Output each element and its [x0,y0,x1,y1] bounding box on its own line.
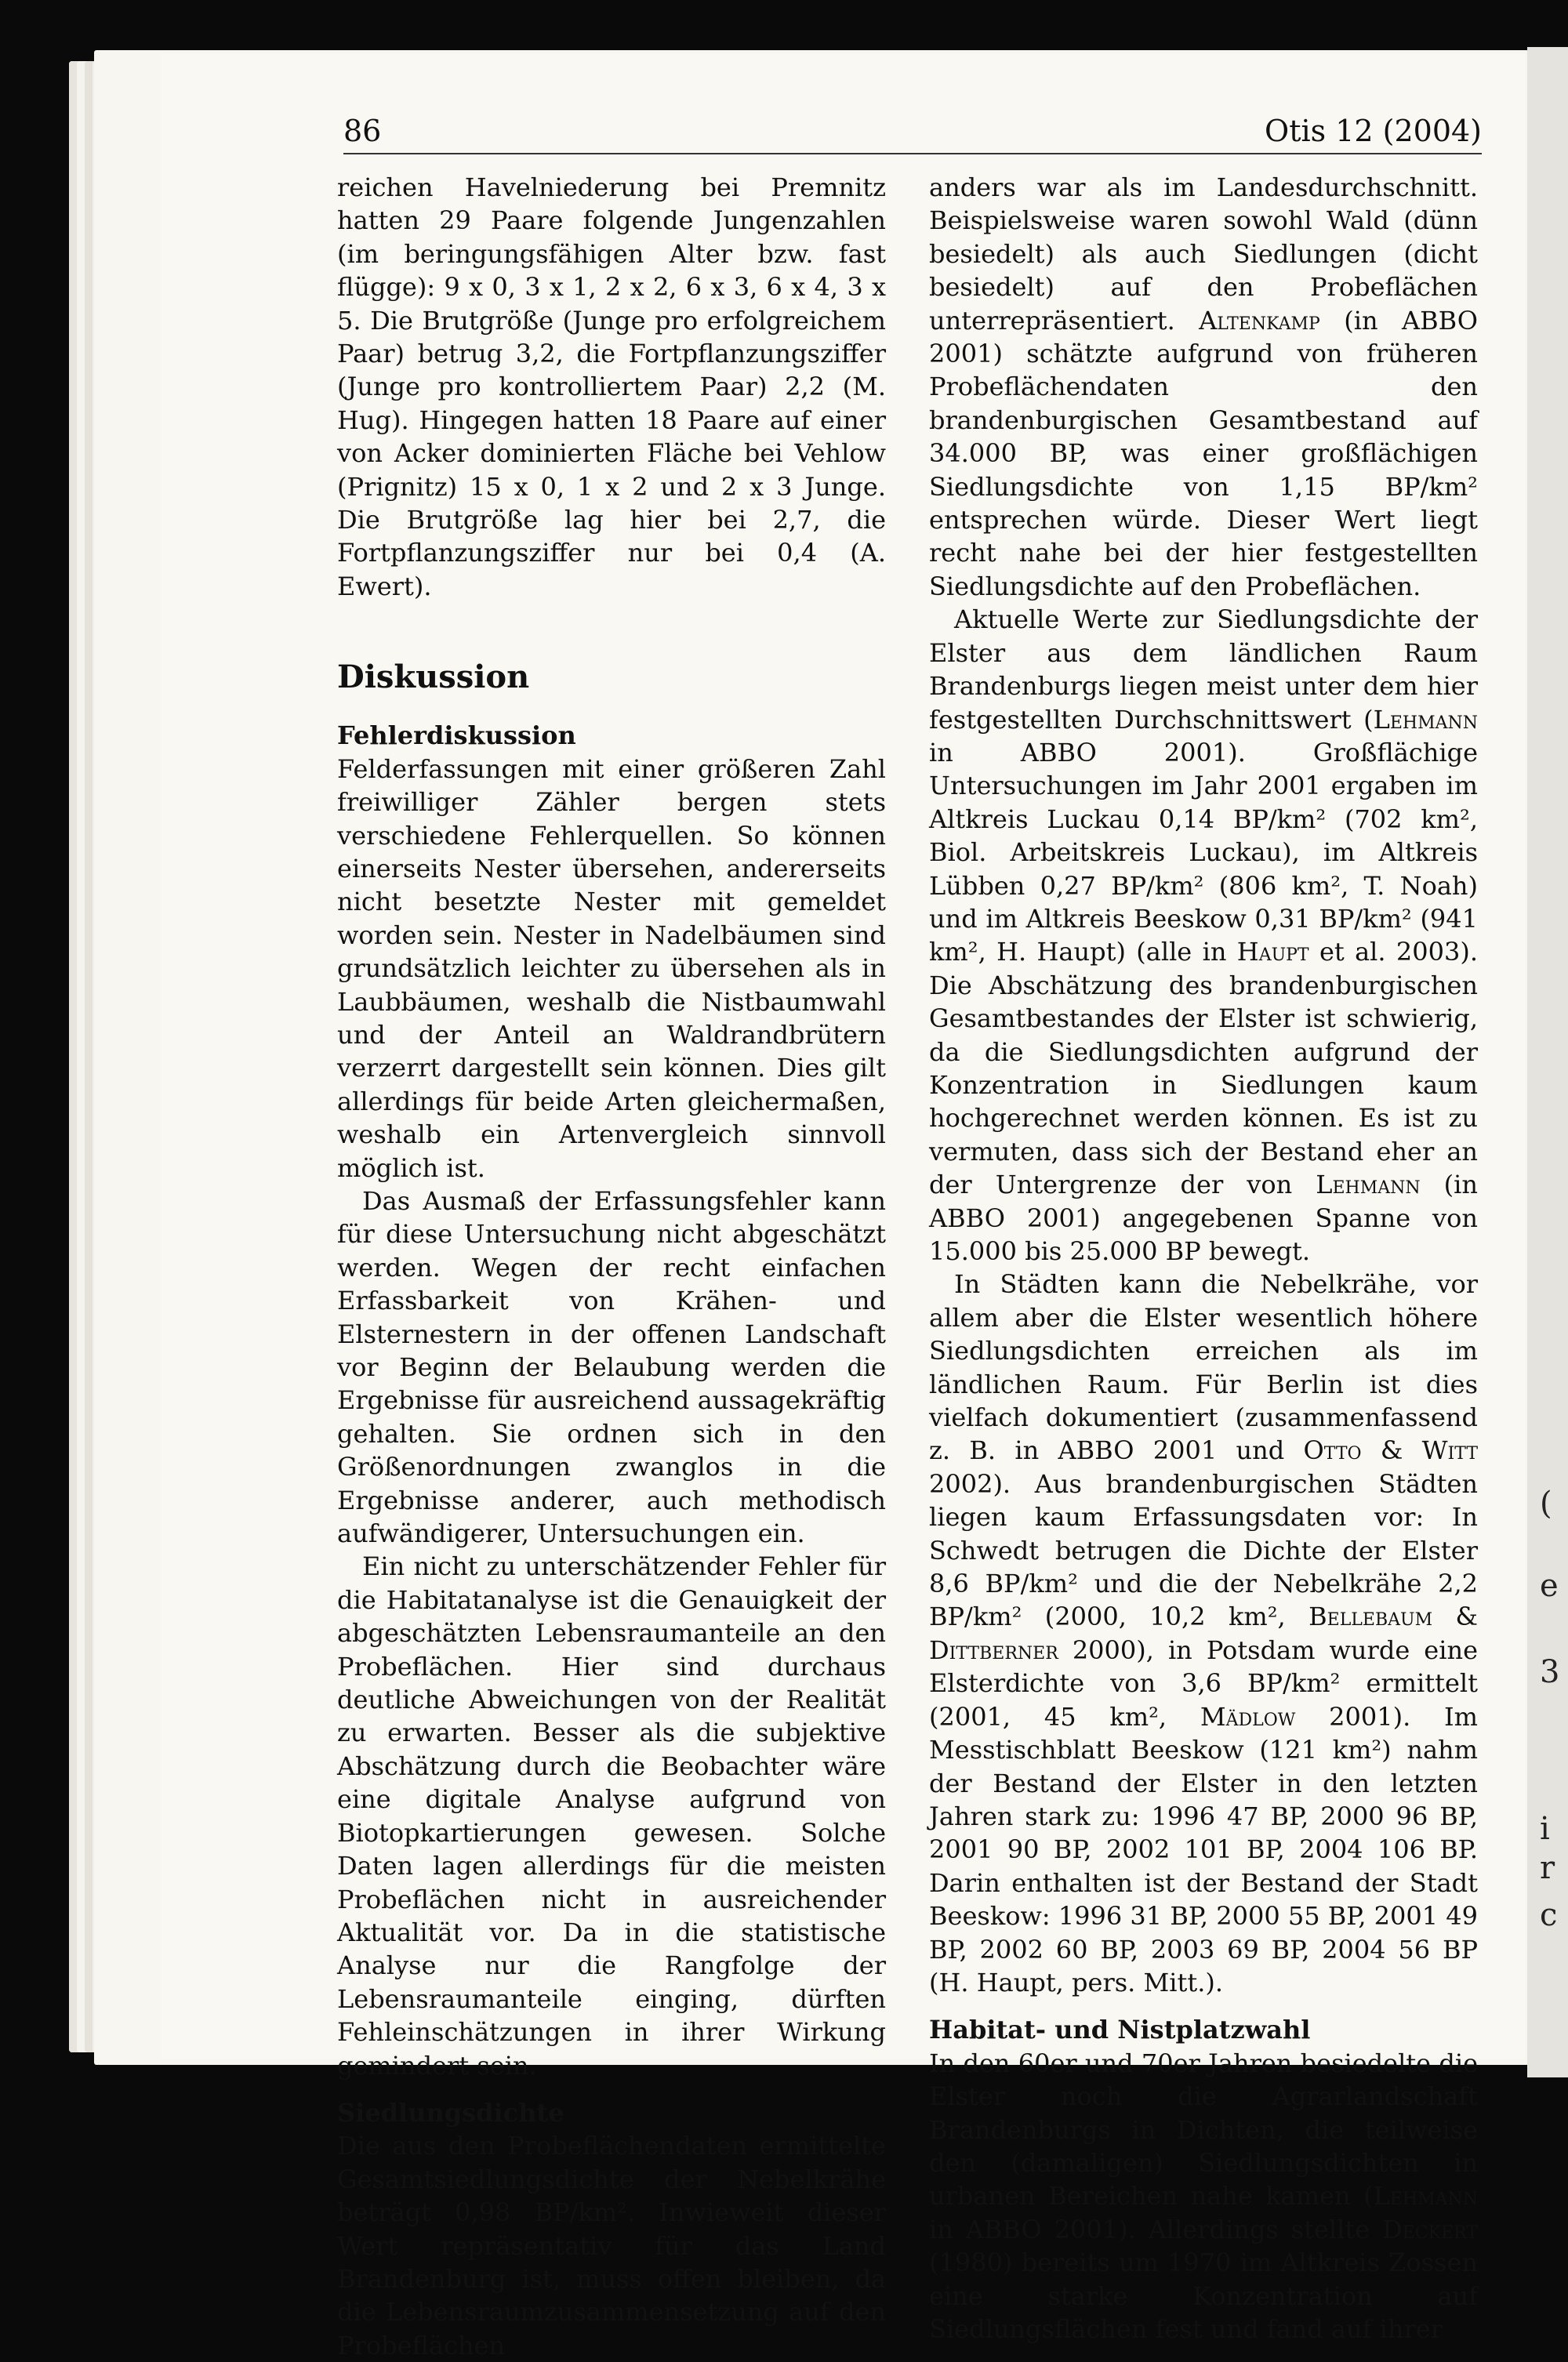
sub-heading: Siedlungsdichte [337,2097,564,2128]
page-number: 86 [343,114,382,148]
intro-paragraph: reichen Havelniederung bei Premnitz hatten 29 Paare folgende Jungenzahlen (im beringungsfähigen Alter bzw. fast flügge): 9 x 0, 3 x 1, 2 x 2, 6 x 3, 6 x 4, 3 x 5. Die Brutgröße (Junge pro erfolgreichem Paar) betrug 3,2, die Fortpflanzungsziffer (Junge pro kontrolliertem Paar) 2,2 (M. Hug). Hingegen hatten 18 Paare auf einer von Acker dominierten Fläche bei Vehlow (Prignitz) 15 x 0, 1 x 2 und 2 x 3 Junge. Die Brutgröße lag hier bei 2,7, die Fortpflanzungsziffer nur bei 0,4 (A. Ewert). [337,172,886,601]
next-page-char: r [1540,1850,1555,1886]
author-citation: Bellebaum & Dittberner [929,1602,1478,1665]
author-citation: Otto & Witt [1303,1435,1478,1466]
journal-title: Otis 12 (2004) [1265,114,1482,148]
paragraph: Das Ausmaß der Erfassungsfehler kann für diese Untersuchung nicht abgeschätzt werden. Wegen der recht einfachen Erfassbarkeit von Krähen- und Elsternestern in der offenen Landschaft vor Beginn der Belaubung werden die Ergebnisse für ausreichend aussagekräftig gehalten. Sie ordnen sich in den Größenordnungen zwanglos in die Ergebnisse anderer, auch methodisch aufwändigerer, Untersuchungen ein. [337,1185,886,1549]
sub-heading: Habitat- und Nistplatzwahl [929,2015,1311,2045]
next-page-char: e [1540,1568,1559,1604]
author-citation: Deckert [1382,2214,1478,2244]
paragraph: Felderfassungen mit einer größeren Zahl freiwilliger Zähler bergen stets verschiedene Fehlerquellen. So können einerseits Nester übersehen, andererseits nicht besetzte Nester mit gemeldet worden sein. Nester in Nadelbäumen sind grundsätzlich leichter zu übersehen als in Laubbäumen, weshalb die Nistbaumwahl und der Anteil an Waldrandbrütern verzerrt dargestellt sein können. Dies gilt allerdings für beide Arten gleichermaßen, weshalb ein Artenvergleich sinnvoll möglich ist. [337,753,886,1183]
paragraph: In Städten kann die Nebelkrähe, vor allem aber die Elster wesentlich höhere Siedlungsdichten erreichen als im ländlichen Raum. Für Berlin ist dies vielfach dokumentiert (zusammenfassend z. B. in ABBO 2001 und Otto & Witt 2002). Aus brandenburgischen Städten liegen kaum Erfassungsdaten vor: In Schwedt betrugen die Dichte der Elster 8,6 BP/km² und die der Nebelkrähe 2,2 BP/km² (2000, 10,2 km², Bellebaum & Dittberner 2000), in Potsdam wurde eine Elsterdichte von 3,6 BP/km² ermittelt (2001, 45 km², Mädlow 2001). Im Messtischblatt Beeskow (121 km²) nahm der Bestand der Elster in den letzten Jahren stark zu: 1996 47 BP, 2000 96 BP, 2001 90 BP, 2002 101 BP, 2004 106 BP. Darin enthalten ist der Bestand der Stadt Beeskow: 1996 31 BP, 2000 55 BP, 2001 49 BP, 2002 60 BP, 2003 69 BP, 2004 56 BP (H. Haupt, pers. Mitt.). [929,1269,1479,1997]
section-heading: Diskussion [337,659,530,696]
page-header [343,114,1482,154]
sub-heading: Fehlerdiskussion [337,720,576,751]
author-citation: Lehmann [1373,2181,1478,2211]
next-page-char: ( [1540,1486,1552,1522]
paragraph: anders war als im Landesdurchschnitt. Beispielsweise waren sowohl Wald (dünn besiedelt) als auch Siedlungen (dicht besiedelt) auf den Probeflächen unterrepräsentiert. Altenkamp (in ABBO 2001) schätzte aufgrund von früheren Probeflächendaten den brandenburgischen Gesamtbestand auf 34.000 BP, was einer großflächigen Siedlungsdichte von 1,15 BP/km² entsprechen würde. Dieser Wert liegt recht nahe bei der hier festgestellten Siedlungsdichte auf den Probeflächen. [929,172,1479,601]
next-page-char: i [1540,1811,1550,1847]
paragraph: Aktuelle Werte zur Siedlungsdichte der Elster aus dem ländlichen Raum Brandenburgs liegen meist unter dem hier festgestellten Durchschnittswert (Lehmann in ABBO 2001). Großflächige Untersuchungen im Jahr 2001 ergaben im Altkreis Luckau 0,14 BP/km² (702 km², Biol. Arbeitskreis Luckau), im Altkreis Lübben 0,27 BP/km² (806 km², T. Noah) und im Altkreis Beeskow 0,31 BP/km² (941 km², H. Haupt) (alle in Haupt et al. 2003). Die Abschätzung des brandenburgischen Gesamtbestandes der Elster ist schwierig, da die Siedlungsdichten aufgrund der Konzentration in Siedlungen kaum hochgerechnet werden können. Es ist zu vermuten, dass sich der Bestand eher an der Untergrenze der von Lehmann (in ABBO 2001) angegebenen Spanne von 15.000 bis 25.000 BP bewegt. [929,604,1479,1266]
author-citation: Altenkamp [1199,305,1320,336]
author-citation: Lehmann [1373,704,1478,735]
next-page-char: c [1540,1897,1558,1933]
author-citation: Haupt [1236,937,1309,967]
next-page-char: 3 [1540,1654,1560,1690]
left-column [337,171,886,2362]
author-citation: Lehmann [1316,1170,1421,1200]
next-page-strip [1527,47,1568,2077]
paragraph: Ein nicht zu unterschätzender Fehler für die Habitatanalyse ist die Genauigkeit der abgeschätzten Lebensraumanteile an den Probeflächen. Hier sind durchaus deutliche Abweichungen von der Realität zu erwarten. Besser als die subjektive Abschätzung durch die Beobachter wäre eine digitale Analyse aufgrund von Biotopkartierungen gewesen. Solche Daten lagen allerdings für die meisten Probeflächen nicht in ausreichender Aktualität vor. Da in die statistische Analyse nur die Rangfolge der Lebensraumanteile einging, dürften Fehleinschätzungen in ihrer Wirkung gemindert sein. [337,1551,886,2081]
right-column [929,171,1478,2346]
paragraph: Die aus den Probeflächendaten ermittelte Gesamtsiedlungsdichte der Nebelkrähe beträgt 0,98 BP/km². Inwieweit dieser Wert repräsentativ für das Land Brandenburg ist, muss offen bleiben, da die Lebensraumzusammensetzung auf den Probeflächen [337,2131,886,2360]
author-citation: Mädlow [1200,1701,1296,1732]
paragraph: In den 60er und 70er Jahren besiedelte die Elster noch die Agrarlandschaft Brandenburgs in Dichten, die teilweise den (damaligen) Siedlungsdichten in urbanen Bereichen nahe kamen (Lehmann in ABBO 2001). Allerdings stellte Deckert (1980) bereits um 1970 im Altkreis Zossen eine starke Konzentration auf Siedlungsflächen fest und fand auf ihrer [929,2048,1478,2344]
